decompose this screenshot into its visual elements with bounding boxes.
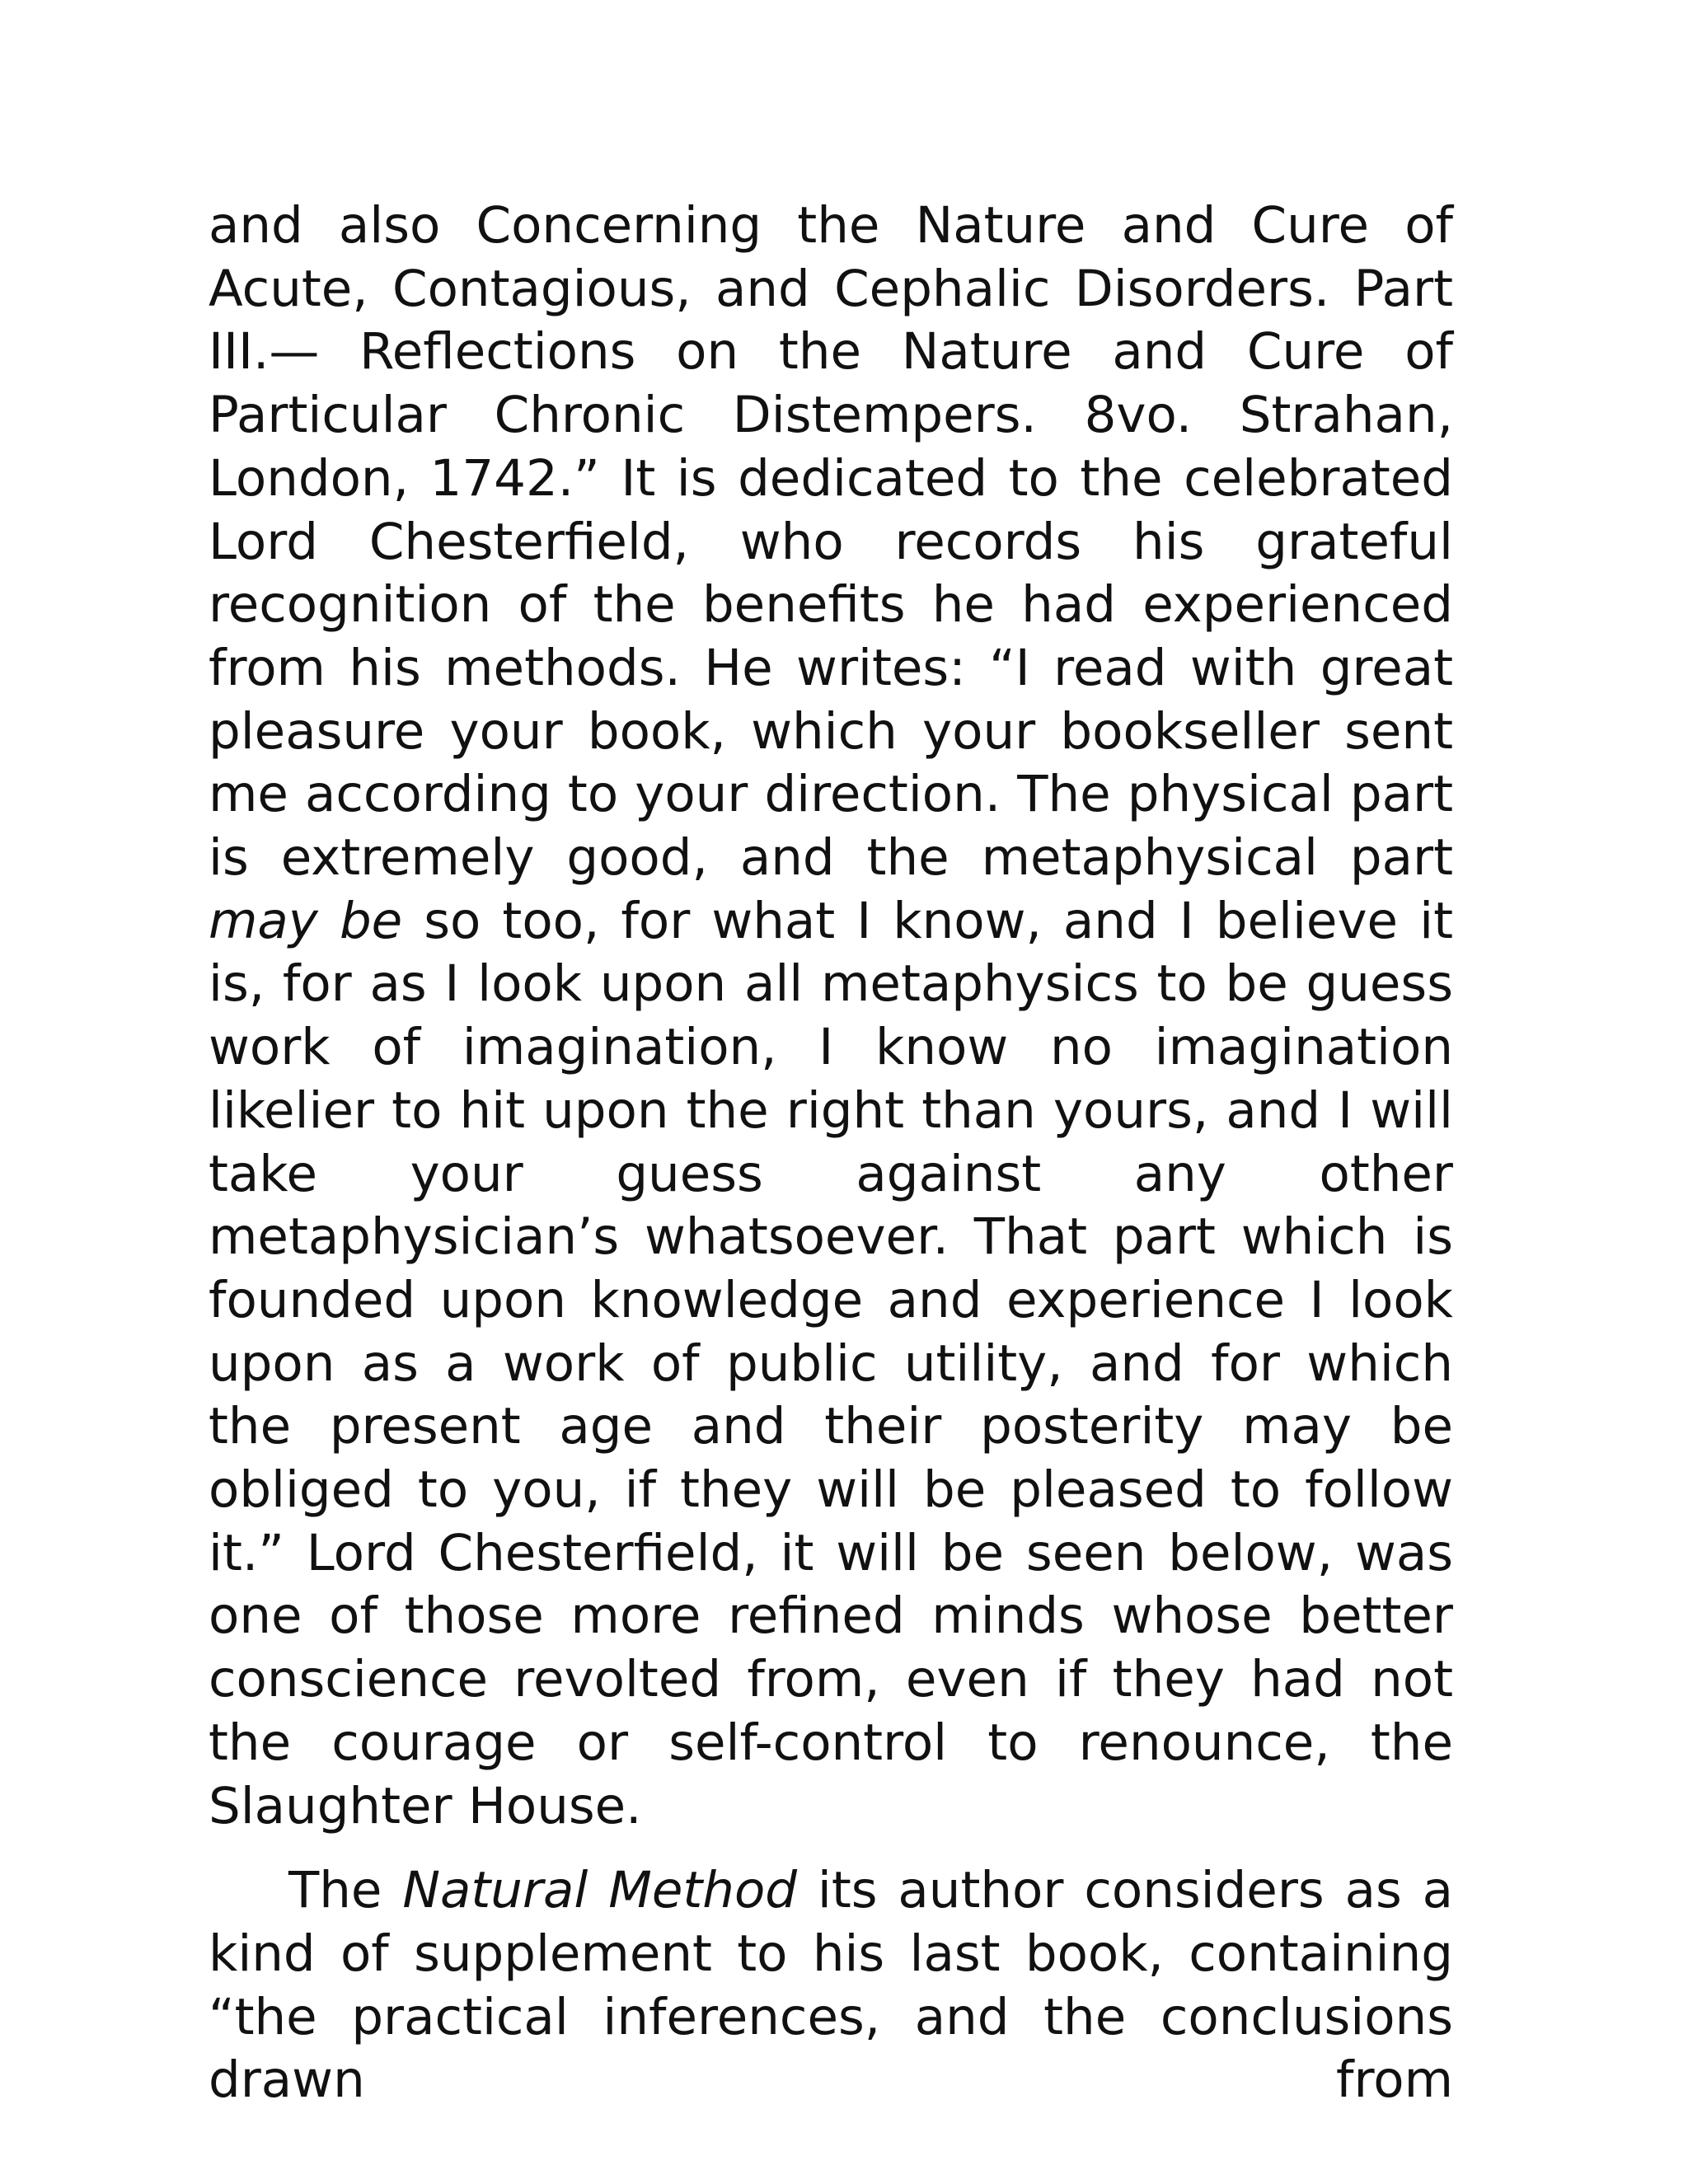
paragraph-1-text-continued: so too, for what I know, and I believe it is, for as I look upon all metaphysics to be guess work of imagination, I know no imagination likelier to hit upon the right than yours, and I will take your guess against any other metaphysician’s whatsoever. That part which is founded upon knowledge and experience I look upon as a work of public utility, and for which the present age and their posterity may be obliged to you, if they will be pleased to follow it.” Lord Chesterfield, it will be seen below, was one of those more refined minds whose better conscience revolted from, even if they had not the courage or self-control to renounce, the Slaughter House. bbox=[209, 891, 1453, 1835]
paragraph-1-text: and also Concerning the Nature and Cure of Acute, Contagious, and Cephalic Disorders. Part III.— Reflections on the Nature and Cure of Particular Chronic Distempers. 8vo. Strahan, London, 1742.” It is dedicated to the celebrated Lord Chesterfield, who records his grateful recognition of the benefits he had experienced from his methods. He writes: “I read with great pleasure your book, which your bookseller sent me according to your direction. The physical part is extremely good, and the metaphysical part bbox=[209, 196, 1453, 888]
paragraph-2-text-continued: its author considers as a kind of supplement to his last book, containing “the practical inferences, and the conclusions drawn from bbox=[209, 1861, 1453, 2110]
page-body bbox=[209, 194, 1453, 2112]
paragraph-2 bbox=[209, 1859, 1453, 2112]
paragraph-1-italic-may-be: may be bbox=[209, 891, 403, 950]
paragraph-2-italic-natural-method: Natural Method bbox=[402, 1861, 798, 1920]
paragraph-1 bbox=[209, 194, 1453, 1838]
paragraph-2-text: The bbox=[288, 1861, 403, 1920]
